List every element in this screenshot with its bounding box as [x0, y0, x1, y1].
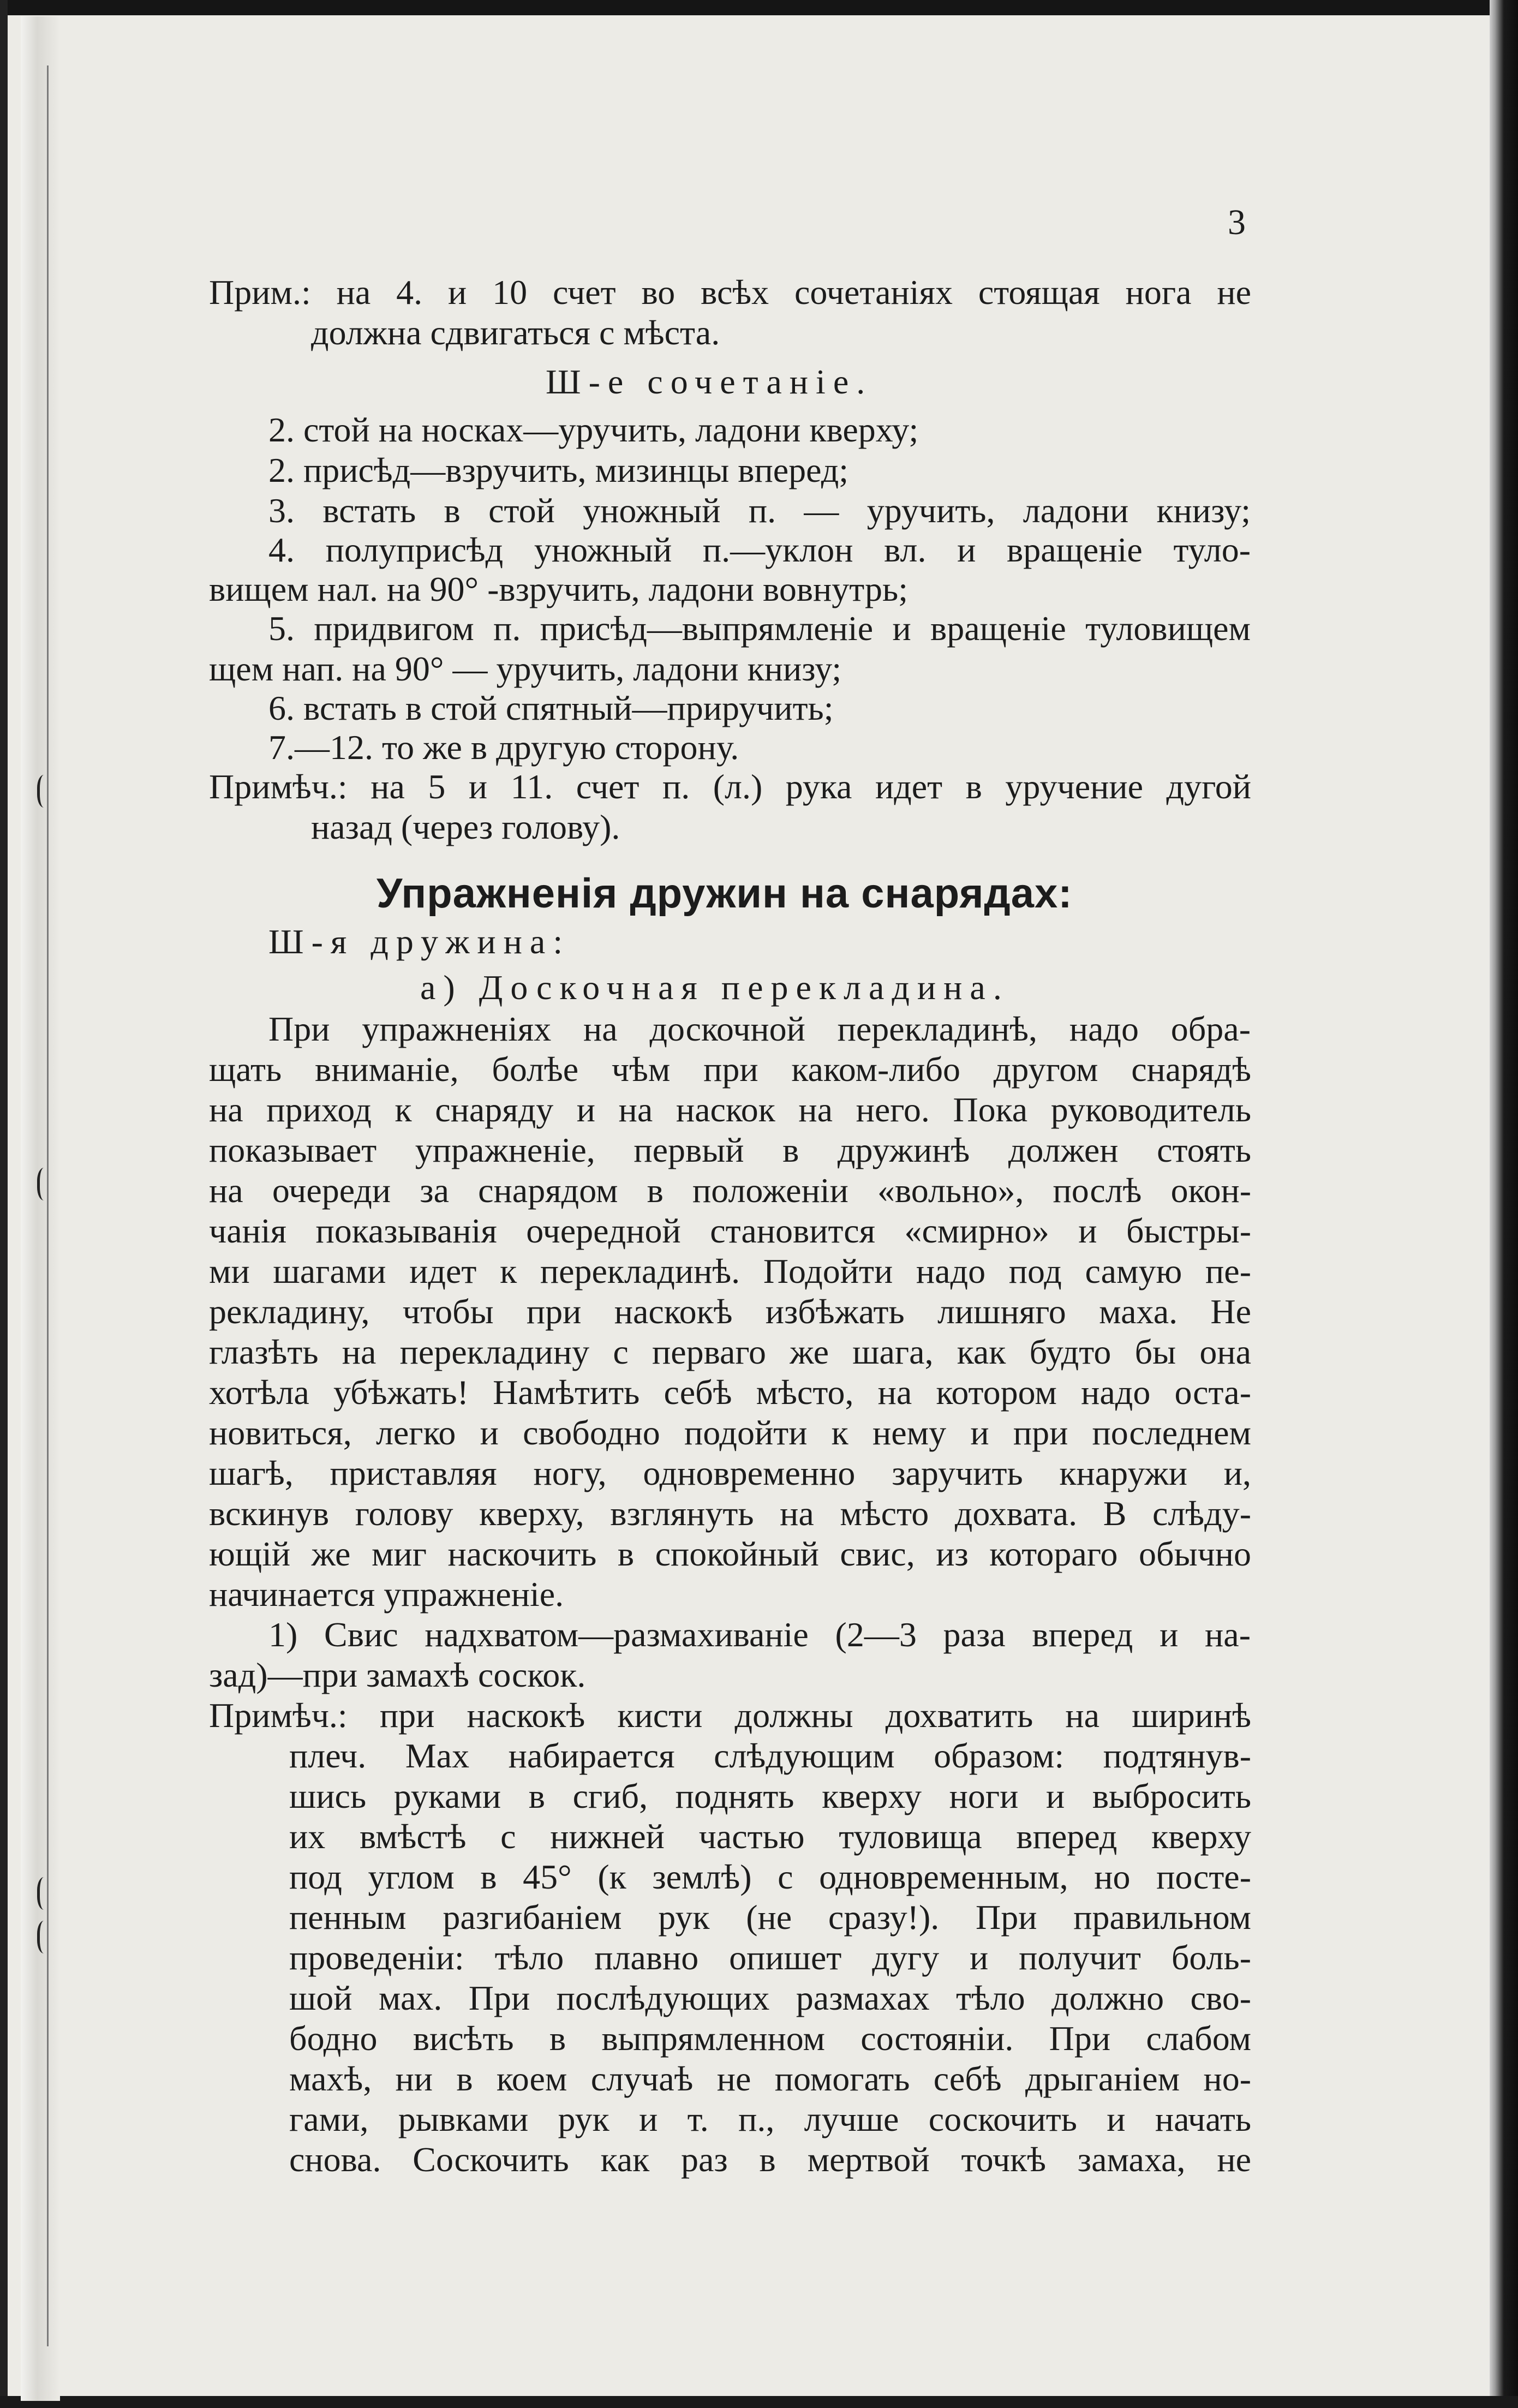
text-line: шись руками в сгиб, поднять кверху ноги и выбросить: [289, 1777, 1251, 1815]
text-line: снова. Соскочить как раз в мертвой точкѣ замаха, не: [289, 2140, 1251, 2179]
text-line: показывает упражненіе, первый в дружинѣ должен стоять: [209, 1131, 1251, 1169]
text-line: При упражненіях на доскочной перекладинѣ, надо обра-: [268, 1009, 1251, 1048]
text-line: назад (через голову).: [311, 808, 620, 846]
binding-stitch: [37, 775, 54, 808]
binding-stitch: [37, 1877, 54, 1910]
text-line: а) Доскочная перекладина.: [420, 968, 1009, 1007]
text-line: чанія показыванія очередной становится «смирно» и быстры-: [209, 1211, 1251, 1250]
binding-line: [47, 65, 49, 2346]
text-line: плеч. Мах набирается слѣдующим образом: подтянув-: [289, 1736, 1251, 1775]
text-line: ющій же миг наскочить в спокойный свис, из котораго обычно: [209, 1534, 1251, 1573]
text-line: 5. придвигом п. присѣд—выпрямленіе и вращеніе туловищем: [268, 609, 1251, 648]
text-line: пенным разгибаніем рук (не сразу!). При правильном: [289, 1898, 1251, 1937]
text-line: вскинув голову кверху, взглянуть на мѣсто дохвата. В слѣду-: [209, 1494, 1251, 1533]
text-line: 1) Свис надхватом—размахиваніе (2—3 раза вперед и на-: [268, 1615, 1251, 1654]
text-line: проведеніи: тѣло плавно опишет дугу и получит боль-: [289, 1938, 1251, 1977]
text-line: под углом в 45° (к землѣ) с одновременным, но посте-: [289, 1857, 1251, 1896]
text-line: начинается упражненіе.: [209, 1575, 564, 1614]
scan-edge-bottom: [0, 2396, 1518, 2408]
text-line: махѣ, ни в коем случаѣ не помогать себѣ дрыганіем но-: [289, 2059, 1251, 2098]
text-line: вищем нал. на 90° -взручить, ладони вовнутрь;: [209, 570, 908, 608]
text-line: рекладину, чтобы при наскокѣ избѣжать лишняго маха. Не: [209, 1292, 1251, 1331]
page-number: 3: [1228, 202, 1246, 242]
text-line: бодно висѣть в выпрямленном состояніи. При слабом: [289, 2019, 1251, 2058]
text-line: щем нап. на 90° — уручить, ладони книзу;: [209, 649, 842, 688]
text-line: 4. полуприсѣд уножный п.—уклон вл. и вращеніе туло-: [268, 530, 1251, 569]
binding-stitch: [37, 1168, 54, 1200]
binding-stitch: [37, 1921, 54, 1953]
text-line: Ш-я дружина:: [268, 922, 571, 961]
text-line: глазѣть на перекладину с перваго же шага, как будто бы она: [209, 1333, 1251, 1371]
text-line: 6. встать в стой спятный—приручить;: [268, 689, 834, 727]
text-line: шой мах. При послѣдующих размахах тѣло должно сво-: [289, 1979, 1251, 2017]
text-line: ми шагами идет к перекладинѣ. Подойти надо под самую пе-: [209, 1252, 1251, 1290]
page-spine-shadow: [21, 16, 60, 2401]
text-line: на очереди за снарядом в положеніи «вольно», послѣ окон-: [209, 1171, 1251, 1210]
text-line: на приход к снаряду и на наскок на него. Пока руководитель: [209, 1090, 1251, 1129]
text-line: новиться, легко и свободно подойти к нему и при последнем: [209, 1413, 1251, 1452]
scan-edge-right: [1490, 0, 1518, 2408]
text-line: хотѣла убѣжать! Намѣтить себѣ мѣсто, на котором надо оста-: [209, 1373, 1251, 1412]
text-line: 2. стой на носках—уручить, ладони кверху;: [268, 410, 919, 449]
text-line: 2. присѣд—взручить, мизинцы вперед;: [268, 451, 849, 489]
scan-edge-top: [0, 0, 1518, 15]
text-line: Примѣч.: на 5 и 11. счет п. (л.) рука идет в уручение дугой: [209, 767, 1251, 806]
text-line: 3. встать в стой уножный п. — уручить, ладони книзу;: [268, 491, 1251, 530]
text-line: шагѣ, приставляя ногу, одновременно заручить кнаружи и,: [209, 1454, 1251, 1492]
text-line: гами, рывками рук и т. п., лучше соскочить и начать: [289, 2100, 1251, 2138]
text-line: Примѣч.: при наскокѣ кисти должны дохватить на ширинѣ: [209, 1696, 1251, 1735]
text-line: Прим.: на 4. и 10 счет во всѣх сочетаніях стоящая нога не: [209, 273, 1251, 312]
text-line: щать вниманіе, болѣе чѣм при каком-либо другом снарядѣ: [209, 1050, 1251, 1089]
section-heading: Упражненія дружин на снарядах:: [376, 870, 1073, 917]
text-line: должна сдвигаться с мѣста.: [311, 313, 720, 352]
text-line: 7.—12. то же в другую сторону.: [268, 728, 739, 767]
text-line: их вмѣстѣ с нижней частью туловища вперед кверху: [289, 1817, 1251, 1856]
text-line: зад)—при замахѣ соскок.: [209, 1656, 586, 1694]
text-line: Ш-е сочетаніе.: [546, 362, 873, 401]
scan-edge-left: [0, 0, 8, 2408]
